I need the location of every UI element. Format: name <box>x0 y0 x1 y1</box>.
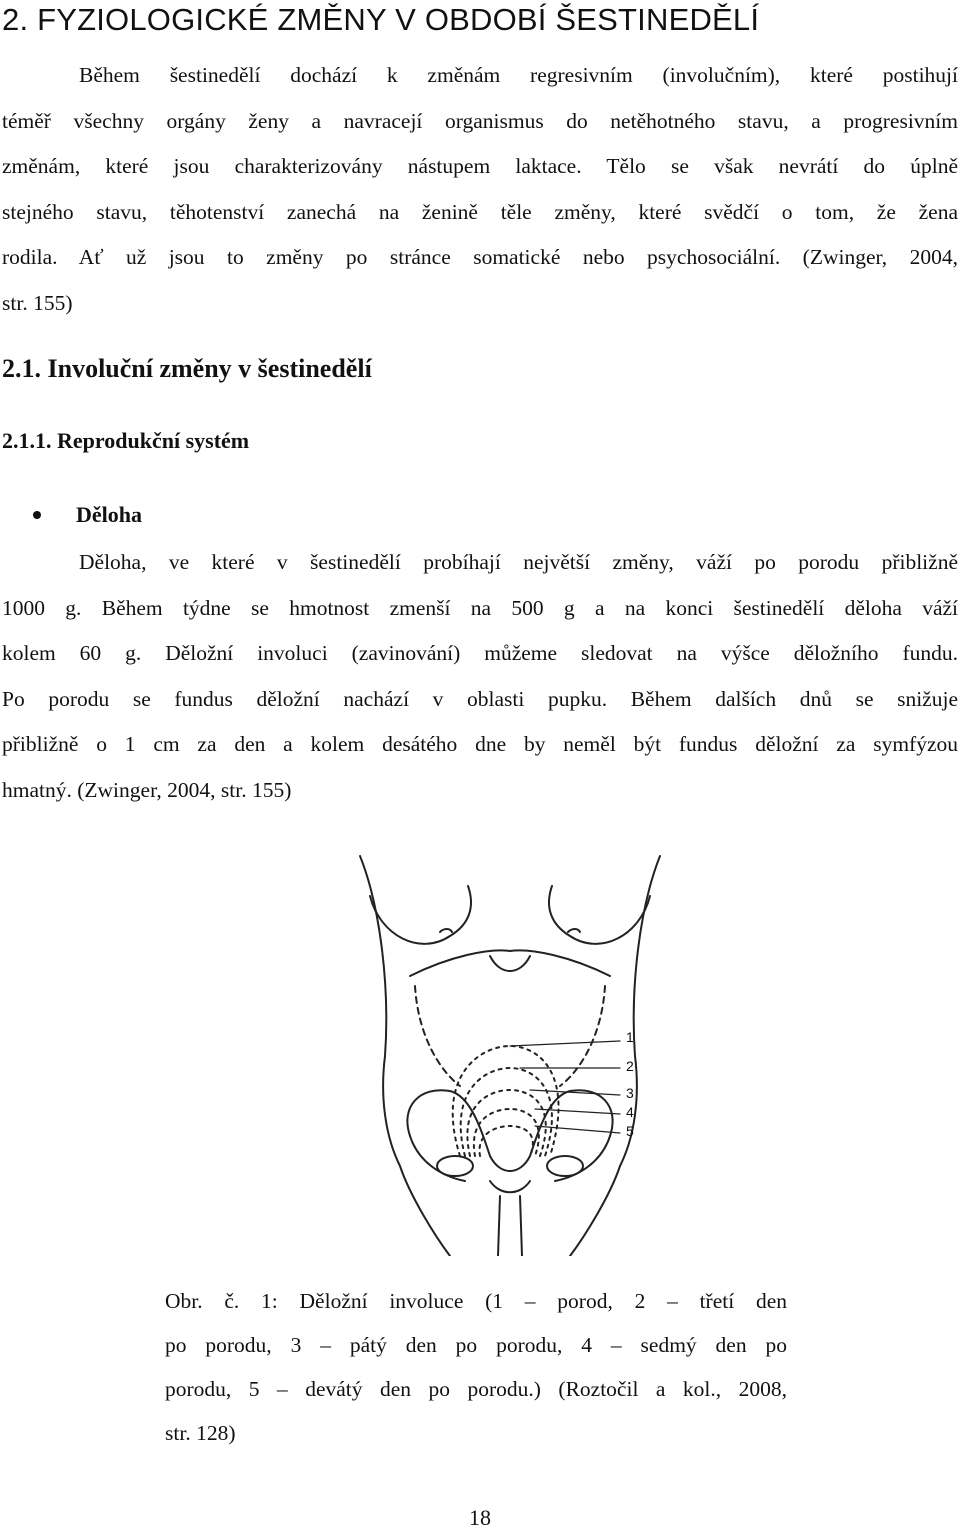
figure-label-4: 4 <box>626 1104 634 1120</box>
intro-paragraph <box>2 53 958 327</box>
body-line: kolem 60 g. Děložní involuci (zavinování) můžeme sledovat na výšce děložního fundu. <box>2 641 958 666</box>
section-heading: 2.1. Involuční změny v šestinedělí <box>2 354 372 383</box>
body-paragraph <box>2 540 958 814</box>
anatomy-drawing <box>340 836 680 1256</box>
intro-line: Během šestinedělí dochází k změnám regresivním (involučním), které postihují <box>79 63 958 87</box>
figure-caption <box>165 1279 787 1455</box>
body-line: 1000 g. Během týdne se hmotnost zmenší na 500 g a na konci šestinedělí děloha váží <box>2 595 958 620</box>
caption-line: Obr. č. 1: Děložní involuce (1 – porod, 2 – třetí den <box>165 1289 787 1313</box>
page-number: 18 <box>469 1505 491 1530</box>
caption-line: po porodu, 3 – pátý den po porodu, 4 – sedmý den po <box>165 1333 787 1357</box>
body-line: hmatný. (Zwinger, 2004, str. 155) <box>2 777 292 802</box>
body-line: přibližně o 1 cm za den a kolem desátého dne by neměl být fundus děložní za symfýzou <box>2 732 958 757</box>
intro-line: str. 155) <box>2 290 73 315</box>
figure-label-5: 5 <box>626 1123 634 1139</box>
intro-line: stejného stavu, těhotenství zanechá na ženině těle změny, které svědčí o tom, že žena <box>2 199 958 224</box>
body-line: Děloha, ve které v šestinedělí probíhají největší změny, váží po porodu přibližně <box>79 550 958 574</box>
figure-label-1: 1 <box>626 1029 634 1045</box>
intro-line: téměř všechny orgány ženy a navracejí organismus do netěhotného stavu, a progresivním <box>2 108 958 133</box>
bullet-label: Děloha <box>76 502 142 527</box>
chapter-heading: 2. FYZIOLOGICKÉ ZMĚNY V OBDOBÍ ŠESTINEDĚLÍ <box>2 2 760 37</box>
uterus-involution-figure <box>340 836 680 1256</box>
intro-line: rodila. Ať už jsou to změny po stránce somatické nebo psychosociální. (Zwinger, 2004, <box>2 245 958 270</box>
bullet-icon <box>33 511 41 519</box>
body-line: Po porodu se fundus děložní nachází v oblasti pupku. Během dalších dnů se snižuje <box>2 686 958 711</box>
figure-label-3: 3 <box>626 1085 634 1101</box>
intro-line: změnám, které jsou charakterizovány nástupem laktace. Tělo se však nevrátí do úplně <box>2 154 958 179</box>
caption-line: str. 128) <box>165 1421 236 1445</box>
caption-line: porodu, 5 – devátý den po porodu.) (Roztočil a kol., 2008, <box>165 1377 787 1401</box>
figure-label-2: 2 <box>626 1058 634 1074</box>
subsection-heading: 2.1.1. Reprodukční systém <box>2 428 250 453</box>
bullet-item <box>33 502 142 528</box>
